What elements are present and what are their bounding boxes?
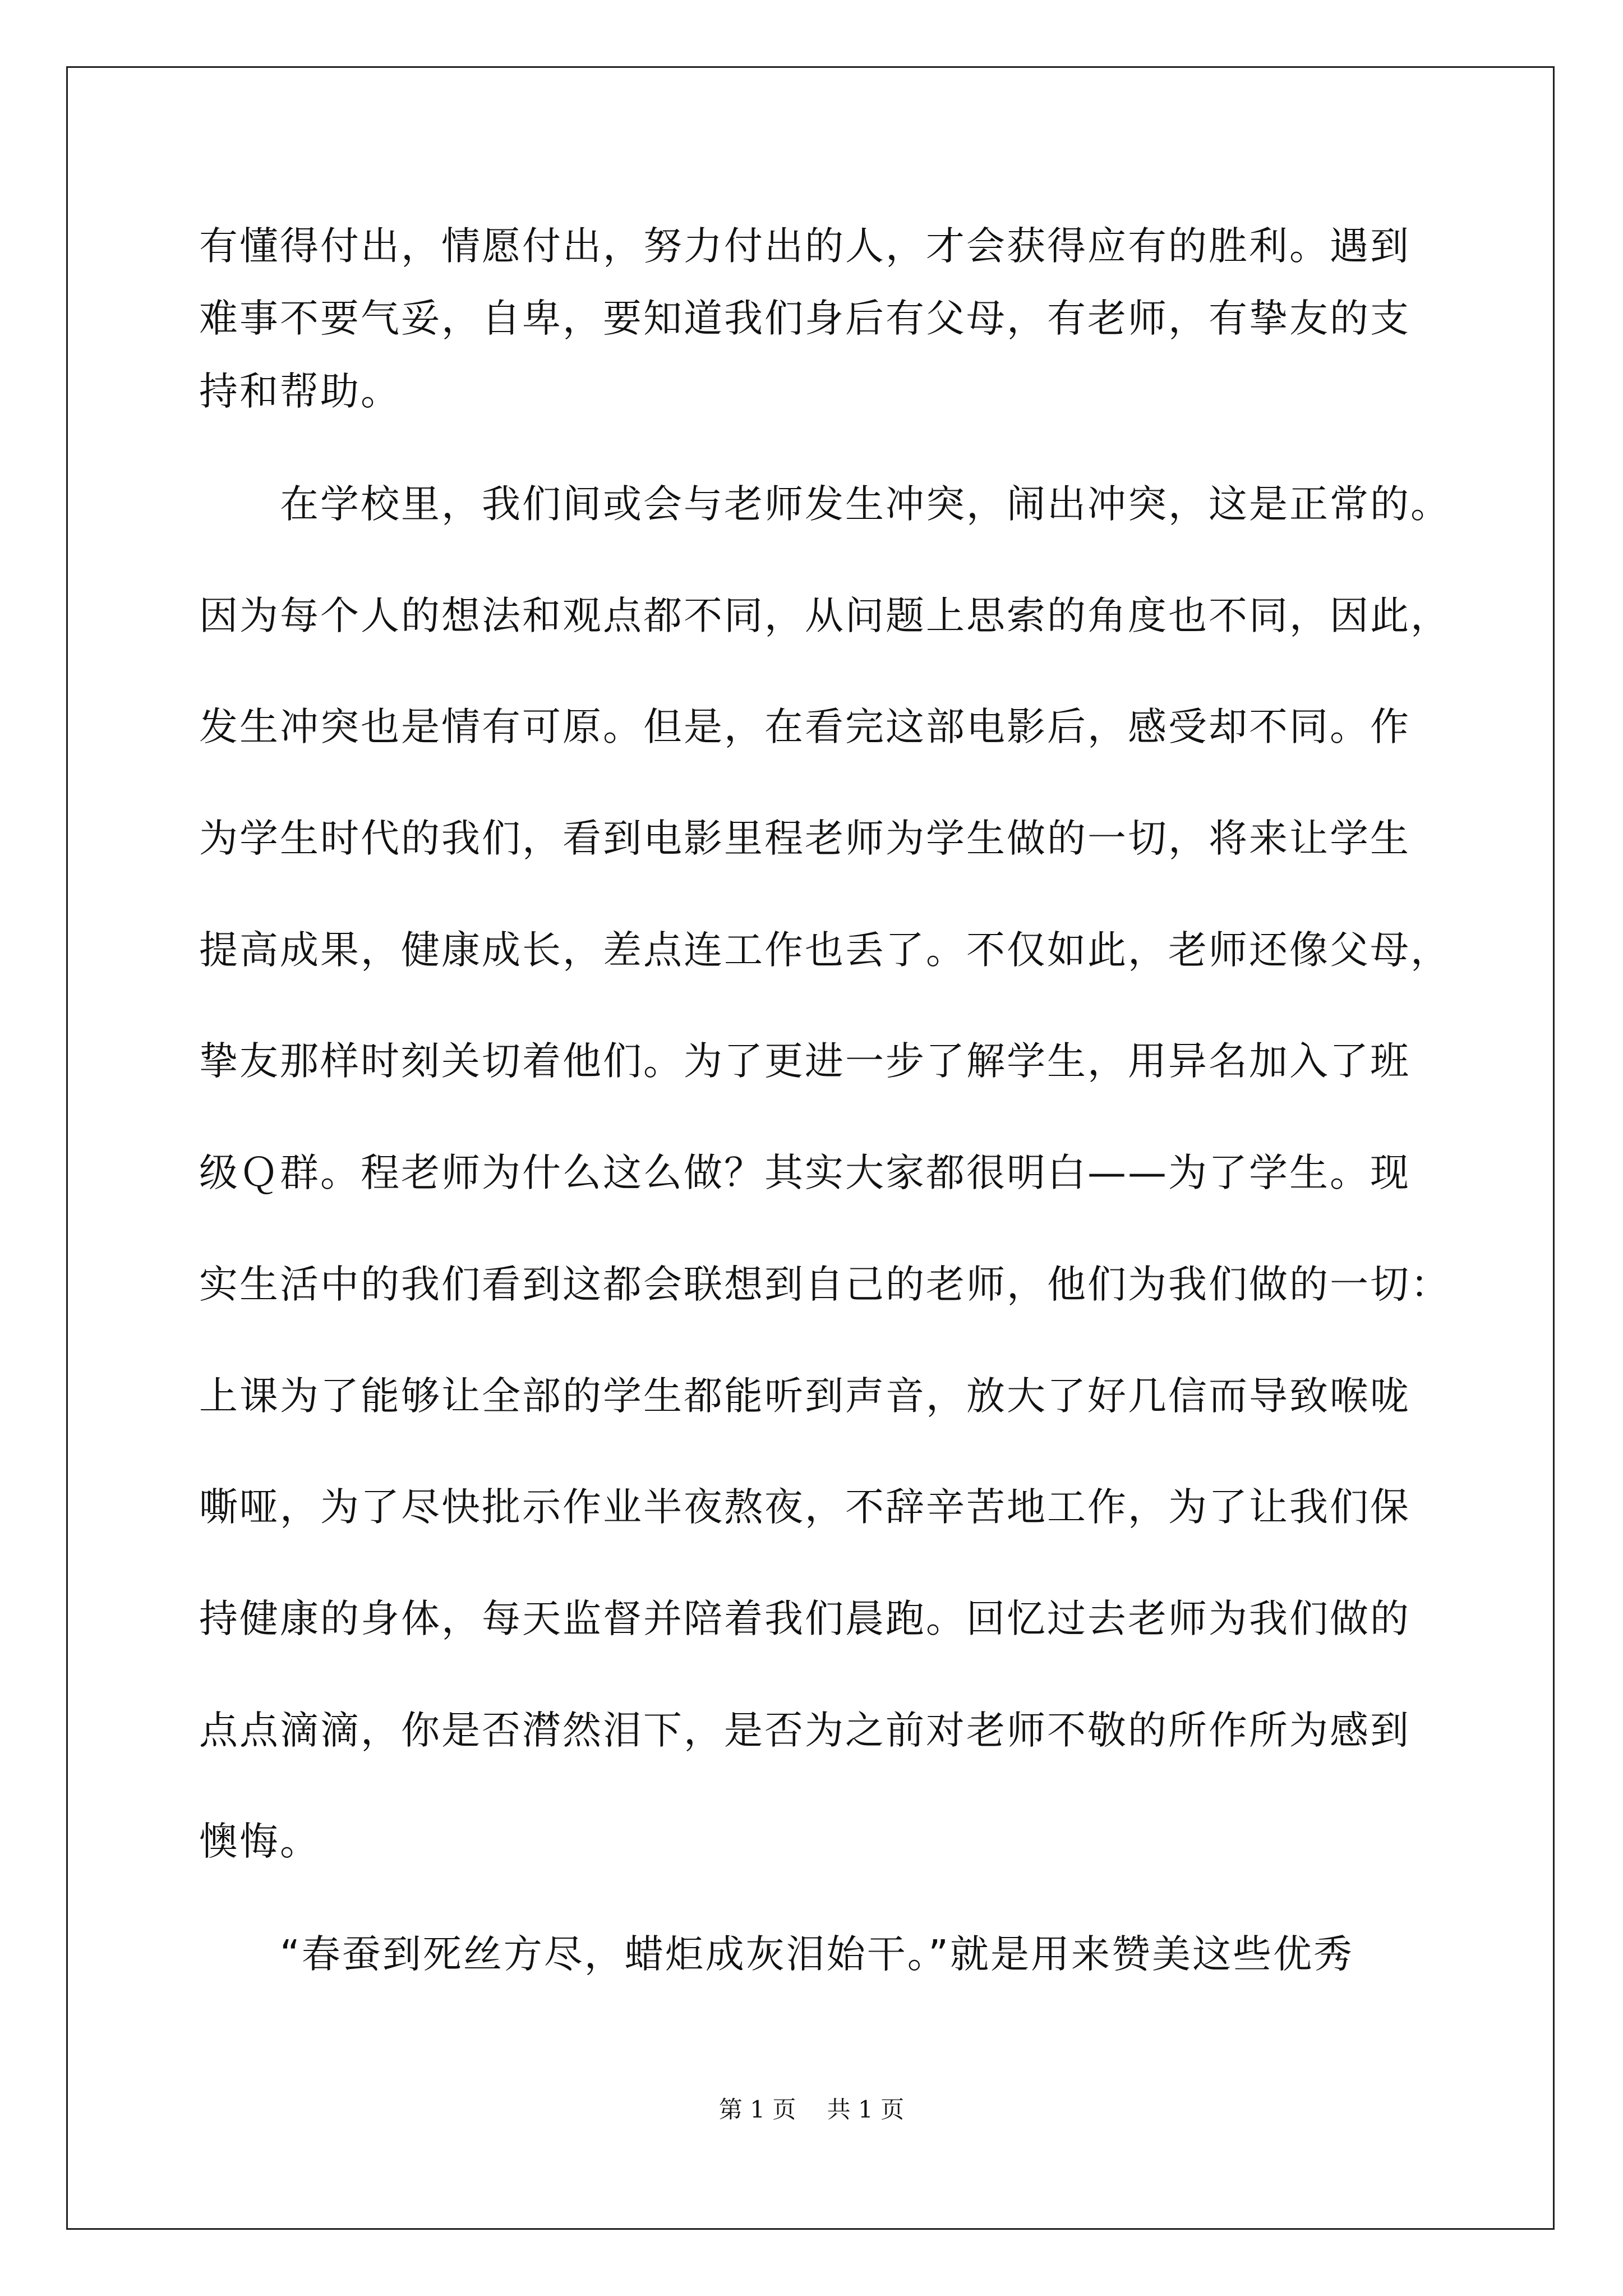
text-line: 上课为了能够让全部的学生都能听到声音，放大了好几信而导致喉咙	[199, 1374, 1410, 1419]
text-line: 难事不要气妥，自卑，要知道我们身后有父母，有老师，有挚友的支	[199, 296, 1410, 341]
text-line: 持和帮助。	[199, 369, 401, 414]
text-line: 发生冲突也是情有可原。但是，在看完这部电影后，感受却不同。作	[199, 705, 1410, 749]
text-line: “春蚕到死丝方尽，蜡炬成灰泪始干。”就是用来赞美这些优秀	[199, 1932, 1354, 1977]
text-line: 在学校里，我们间或会与老师发生冲突，闹出冲突，这是正常的。	[199, 482, 1451, 527]
text-line: 挚友那样时刻关切着他们。为了更进一步了解学生，用异名加入了班	[199, 1039, 1410, 1084]
text-line: 持健康的身体，每天监督并陪着我们晨跑。回忆过去老师为我们做的	[199, 1596, 1410, 1641]
text-line: 为学生时代的我们，看到电影里程老师为学生做的一切，将来让学生	[199, 816, 1410, 861]
text-line: 实生活中的我们看到这都会联想到自己的老师，他们为我们做的一切：	[199, 1262, 1451, 1307]
text-line: 嘶哑，为了尽快批示作业半夜熬夜，不辞辛苦地工作，为了让我们保	[199, 1485, 1410, 1530]
text-line: 因为每个人的想法和观点都不同，从问题上思索的角度也不同，因此，	[199, 593, 1451, 638]
text-line: 懊悔。	[199, 1819, 320, 1864]
page-number-footer: 第 1 页 共 1 页	[718, 2096, 905, 2123]
text-line: 有懂得付出，情愿付出，努力付出的人，才会获得应有的胜利。遇到	[199, 224, 1410, 269]
text-line: 点点滴滴，你是否潸然泪下，是否为之前对老师不敬的所作所为感到	[199, 1708, 1410, 1753]
text-line: 级Ｑ群。程老师为什么这么做？其实大家都很明白——为了学生。现	[199, 1151, 1410, 1195]
text-line: 提高成果，健康成长，差点连工作也丢了。不仅如此，老师还像父母，	[199, 928, 1451, 973]
